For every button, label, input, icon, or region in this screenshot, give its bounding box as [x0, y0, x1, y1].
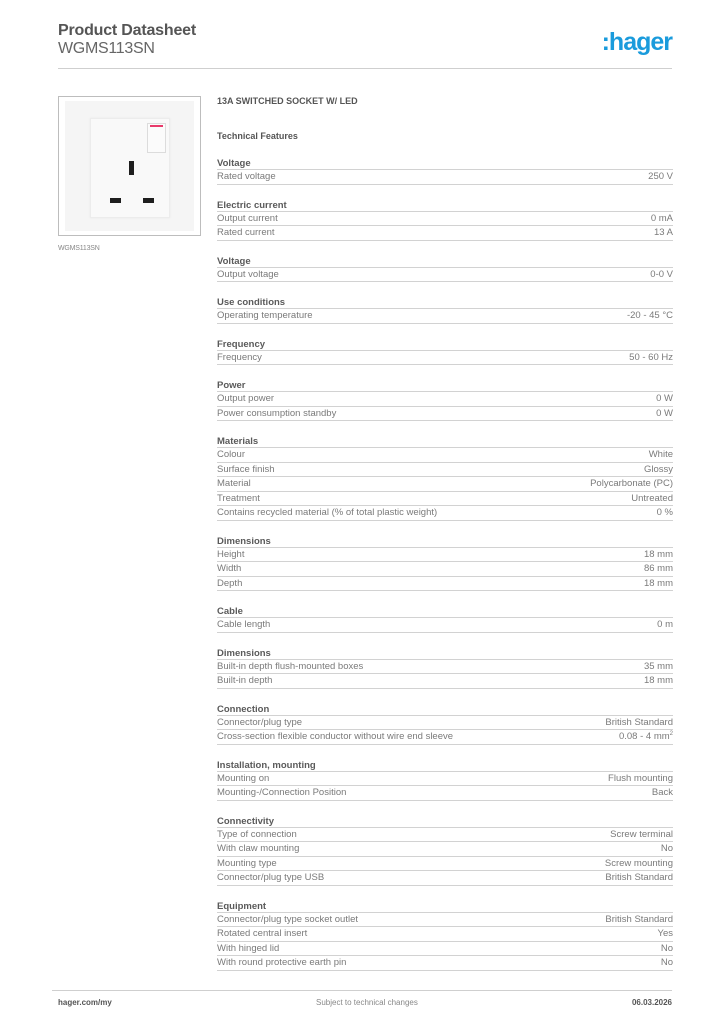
feature-label: Power consumption standby [217, 407, 337, 419]
feature-label: Colour [217, 449, 245, 460]
feature-value [654, 226, 673, 240]
feature-value [644, 562, 673, 576]
feature-row [217, 170, 673, 185]
feature-value-text: Yes [657, 928, 673, 939]
feature-label: Cable length [217, 619, 271, 630]
feature-row [217, 842, 673, 857]
feature-row [217, 618, 673, 633]
neutral-pin-slot-icon [143, 198, 154, 203]
document-date: 06.03.2026 [631, 998, 672, 1007]
feature-row [217, 786, 673, 801]
feature-value [629, 351, 673, 365]
footer-divider [52, 990, 672, 991]
feature-sections [217, 157, 673, 971]
feature-section [217, 255, 673, 283]
section-title: Dimensions [217, 535, 673, 548]
feature-value [644, 463, 673, 477]
feature-value [650, 268, 673, 282]
section-title: Power [217, 379, 673, 392]
feature-value [590, 477, 673, 491]
feature-section [217, 900, 673, 971]
feature-value [648, 170, 673, 184]
feature-value [608, 772, 673, 786]
feature-value-text: No [660, 942, 673, 954]
header-divider [58, 68, 672, 69]
feature-value-text: No [660, 843, 673, 854]
feature-value-text: Screw mounting [604, 857, 673, 869]
feature-value-text: British Standard [605, 913, 673, 925]
feature-value [605, 857, 673, 871]
led-indicator-icon [150, 125, 163, 127]
image-caption: WGMS113SN [58, 245, 100, 252]
feature-value [656, 407, 673, 421]
feature-label: Built-in depth flush-mounted boxes [217, 660, 364, 672]
feature-value-text: 0-0 V [650, 268, 673, 280]
section-title: Connectivity [217, 815, 673, 828]
feature-row [217, 956, 673, 971]
product-reference: WGMS113SN [58, 40, 155, 57]
feature-section [217, 435, 673, 521]
feature-value-text: -20 - 45 °C [626, 310, 673, 321]
feature-label: Depth [217, 577, 243, 589]
feature-section [217, 703, 673, 745]
feature-label: Mounting on [217, 772, 270, 784]
section-title: Cable [217, 605, 673, 618]
feature-section [217, 535, 673, 592]
feature-value-text: 50 - 60 Hz [629, 351, 673, 363]
feature-row [217, 772, 673, 787]
section-title: Installation, mounting [217, 759, 673, 772]
technical-features-title: Technical Features [217, 131, 298, 141]
footer-notice: Subject to technical changes [316, 998, 418, 1007]
feature-label: Contains recycled material (% of total plastic weight) [217, 507, 438, 518]
feature-label: Output voltage [217, 268, 279, 280]
feature-value [649, 448, 673, 462]
feature-section [217, 338, 673, 366]
feature-label: Connector/plug type USB [217, 872, 325, 883]
page-header [58, 20, 672, 70]
feature-value-text: Back [651, 787, 673, 798]
feature-value [605, 716, 673, 730]
feature-value-text: 13 A [653, 227, 673, 238]
unit-superscript: 2 [669, 731, 673, 737]
feature-label: Cross-section flexible conductor without wire end sleeve [217, 731, 454, 742]
feature-value-text: No [660, 957, 673, 968]
feature-row [217, 492, 673, 507]
feature-label: Built-in depth [217, 675, 273, 686]
feature-row [217, 407, 673, 422]
feature-row [217, 309, 673, 324]
feature-section [217, 157, 673, 185]
feature-value [661, 956, 673, 970]
section-title: Voltage [217, 255, 673, 268]
section-title: Dimensions [217, 647, 673, 660]
feature-section [217, 647, 673, 689]
feature-row [217, 730, 673, 745]
feature-row [217, 268, 673, 283]
feature-row [217, 226, 673, 241]
feature-value-text: White [648, 449, 673, 460]
section-title: Connection [217, 703, 673, 716]
feature-row [217, 913, 673, 928]
feature-row [217, 506, 673, 521]
feature-value-text: 18 mm [643, 548, 673, 560]
feature-row [217, 351, 673, 366]
feature-value [627, 309, 673, 323]
feature-label: Mounting type [217, 857, 277, 869]
feature-value-text: 18 mm [643, 675, 673, 686]
feature-section [217, 759, 673, 801]
feature-value-text: Untreated [631, 492, 673, 504]
feature-value-text: 0 % [656, 507, 673, 518]
section-title: Voltage [217, 157, 673, 170]
feature-value [644, 674, 673, 688]
feature-value-text: British Standard [605, 872, 673, 883]
live-pin-slot-icon [110, 198, 121, 203]
feature-row [217, 463, 673, 478]
feature-label: Frequency [217, 351, 262, 363]
socket-face [90, 118, 170, 218]
feature-value-text: 0 m [657, 619, 673, 630]
feature-label: Width [217, 563, 242, 574]
rocker-switch-icon [147, 123, 166, 153]
feature-row [217, 674, 673, 689]
feature-row [217, 716, 673, 731]
feature-value [610, 828, 673, 842]
feature-row [217, 212, 673, 227]
feature-value-text: 250 V [648, 171, 673, 182]
feature-value-text: 0 mA [650, 212, 673, 224]
feature-label: Connector/plug type socket outlet [217, 913, 359, 925]
feature-label: With hinged lid [217, 942, 280, 954]
feature-row [217, 927, 673, 942]
feature-row [217, 448, 673, 463]
feature-value [651, 212, 673, 226]
feature-value-text: Flush mounting [608, 772, 673, 784]
feature-value-text: Polycarbonate (PC) [590, 478, 673, 489]
feature-row [217, 577, 673, 592]
feature-label: Surface finish [217, 463, 275, 475]
feature-value [644, 548, 673, 562]
feature-value-text: 35 mm [643, 660, 673, 672]
socket-plate [65, 101, 194, 231]
feature-value [619, 730, 673, 744]
feature-row [217, 942, 673, 957]
section-title: Materials [217, 435, 673, 448]
product-image [58, 96, 201, 236]
feature-value [644, 660, 673, 674]
feature-section [217, 379, 673, 421]
section-title: Use conditions [217, 296, 673, 309]
feature-value [661, 942, 673, 956]
feature-label: Mounting-/Connection Position [217, 787, 347, 798]
hager-logo: :hager [601, 28, 672, 56]
feature-label: Output power [217, 393, 275, 404]
feature-value-text: 0 W [656, 393, 673, 404]
feature-section [217, 199, 673, 241]
feature-value [631, 492, 673, 506]
feature-label: Rated voltage [217, 171, 276, 182]
feature-value [644, 577, 673, 591]
technical-features [217, 96, 673, 971]
feature-section [217, 296, 673, 324]
feature-value [656, 392, 673, 406]
document-title: Product Datasheet [58, 22, 196, 39]
section-title: Equipment [217, 900, 673, 913]
feature-label: Operating temperature [217, 310, 313, 321]
feature-value [657, 506, 673, 520]
feature-value [605, 871, 673, 885]
feature-value [661, 842, 673, 856]
feature-label: With claw mounting [217, 843, 300, 854]
feature-label: Output current [217, 212, 278, 224]
feature-value-text: 86 mm [643, 563, 673, 574]
feature-section [217, 815, 673, 886]
section-title: Frequency [217, 338, 673, 351]
feature-label: Type of connection [217, 828, 297, 840]
section-title: Electric current [217, 199, 673, 212]
feature-label: Connector/plug type [217, 716, 303, 728]
feature-value-text: Screw terminal [610, 828, 673, 840]
feature-row [217, 562, 673, 577]
feature-label: Rotated central insert [217, 928, 308, 939]
feature-label: With round protective earth pin [217, 957, 347, 968]
product-name: 13A SWITCHED SOCKET W/ LED [217, 96, 358, 106]
feature-label: Treatment [217, 492, 260, 504]
feature-value [657, 618, 673, 632]
feature-value [658, 927, 674, 941]
feature-row [217, 871, 673, 886]
feature-value [652, 786, 673, 800]
feature-value-text: Glossy [643, 463, 673, 475]
feature-value-text: 0.08 - 4 mm [618, 731, 670, 742]
feature-row [217, 857, 673, 872]
feature-value-text: British Standard [605, 716, 673, 728]
feature-value-text: 0 W [656, 407, 673, 419]
feature-row [217, 548, 673, 563]
feature-section [217, 605, 673, 633]
feature-row [217, 828, 673, 843]
feature-row [217, 477, 673, 492]
website-link[interactable]: hager.com/my [58, 998, 112, 1007]
feature-label: Rated current [217, 227, 275, 238]
earth-pin-slot-icon [129, 161, 134, 175]
feature-label: Height [217, 548, 245, 560]
feature-row [217, 660, 673, 675]
feature-value-text: 18 mm [643, 577, 673, 589]
feature-row [217, 392, 673, 407]
feature-label: Material [217, 478, 251, 489]
page-footer [58, 998, 672, 1010]
feature-value [605, 913, 673, 927]
